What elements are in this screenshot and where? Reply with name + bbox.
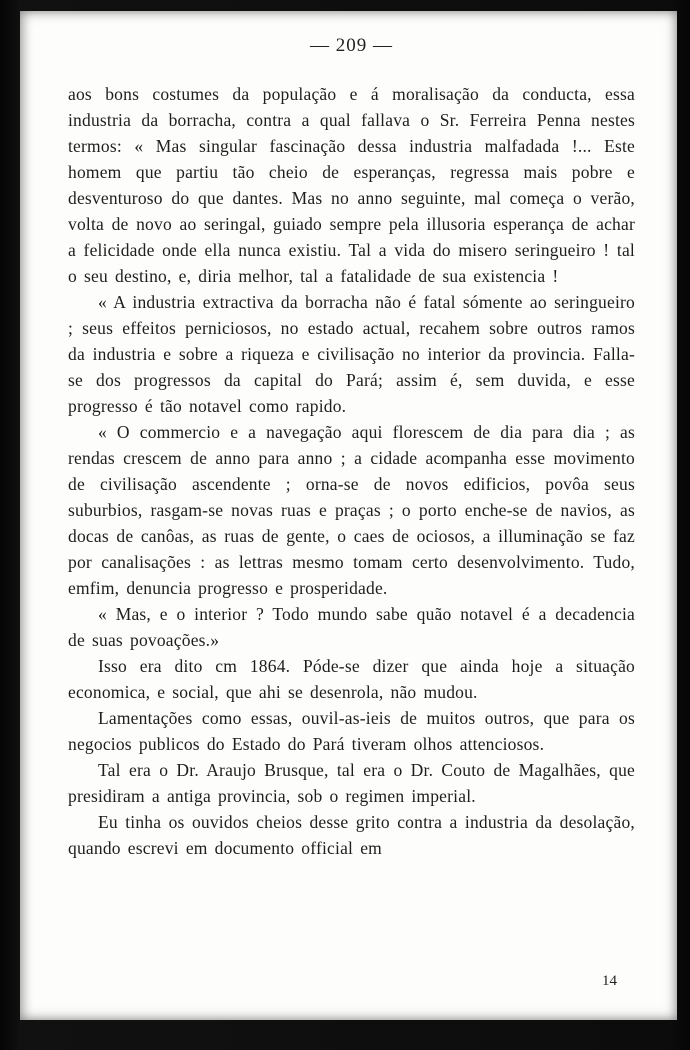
paragraph: Lamentações como essas, ouvil-as-ieis de muitos outros, que para os negocios publicos do Estado do Pará tiveram olhos attenciosos. xyxy=(68,708,635,754)
paragraph: « O commercio e a navegação aqui florescem de dia para dia ; as rendas crescem de anno para anno ; a cidade acompanha esse movimento de civilisação ascendente ; orna-se de novos edificios, povôa seus suburbios, rasgam-se novas ruas e praças ; o porto enche-se de navios, as docas de canôas, as ruas de gente, o caes de ociosos, a illuminação se faz por canalisações : as lettras mesmo tomam certo desenvolvimento. Tudo, emfim, denuncia progresso e prosperidade. xyxy=(68,422,635,598)
paragraph: « A industria extractiva da borracha não é fatal sómente ao seringueiro ; seus effeitos perniciosos, no estado actual, recahem sobre outros ramos da industria e sobre a riqueza e civilisação no interior da provincia. Falla-se dos progressos da capital do Pará; assim é, sem duvida, e esse progresso é tão notavel como rapido. xyxy=(68,292,635,416)
paragraph: Tal era o Dr. Araujo Brusque, tal era o Dr. Couto de Magalhães, que presidiram a antiga provincia, sob o regimen imperial. xyxy=(68,760,635,806)
paragraph: Isso era dito cm 1864. Póde-se dizer que ainda hoje a situação economica, e social, que ahi se desenrola, não mudou. xyxy=(68,656,635,702)
printer-signature-mark: 14 xyxy=(602,973,617,989)
book-page xyxy=(20,11,677,1020)
paragraph: Eu tinha os ouvidos cheios desse grito contra a industria da desolação, quando escrevi em documento official em xyxy=(68,812,635,858)
page-content xyxy=(68,29,635,1006)
body-text xyxy=(68,81,635,861)
page-number: — 209 — xyxy=(310,35,393,56)
paragraph-continuation: aos bons costumes da população e á moralisação da conducta, essa industria da borracha, contra a qual fallava o Sr. Ferreira Penna nestes termos: « Mas singular fascinação dessa industria malfadada !... Este homem que partiu tão cheio de esperanças, regressa mais pobre e desventuroso do que dantes. Mas no anno seguinte, mal começa o verão, volta de novo ao seringal, guiado sempre pela illusoria esperança de achar a felicidade onde ella nunca existiu. Tal a vida do misero seringueiro ! tal o seu destino, e, diria melhor, tal a fatalidade de sua existencia ! xyxy=(68,84,635,286)
paragraph: « Mas, e o interior ? Todo mundo sabe quão notavel é a decadencia de suas povoações.» xyxy=(68,604,635,650)
